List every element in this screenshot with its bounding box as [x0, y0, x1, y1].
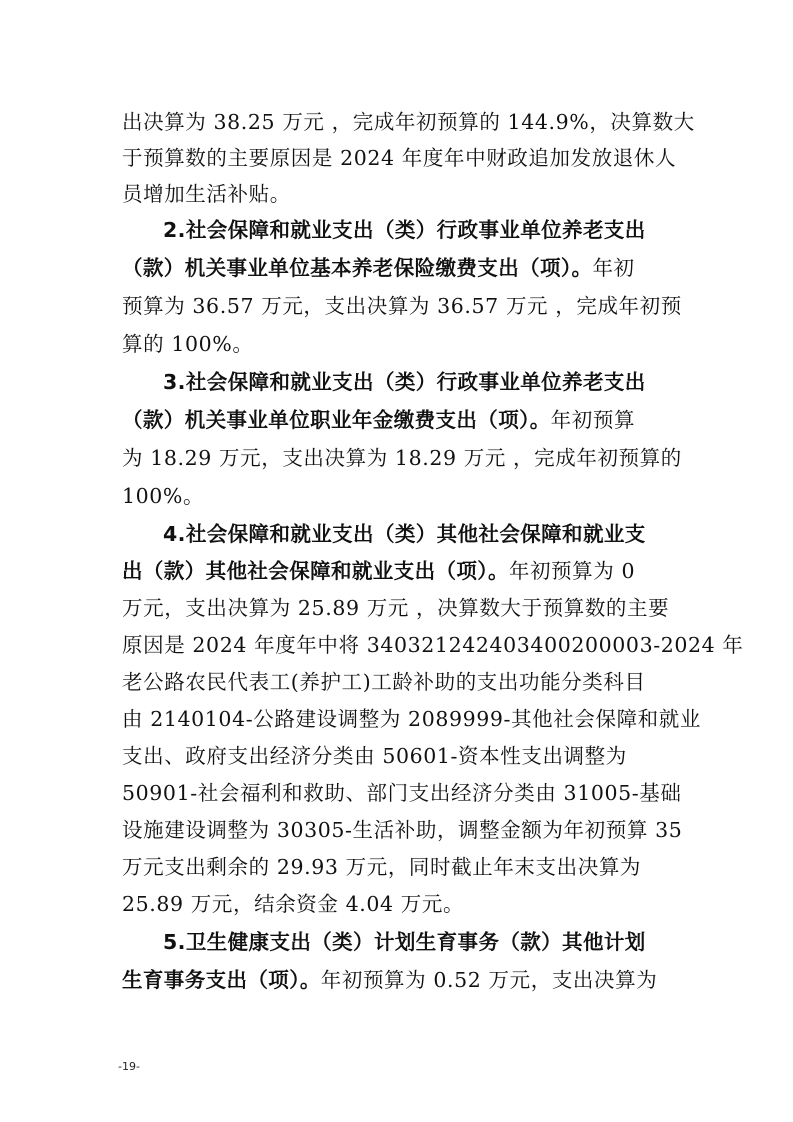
section-heading-line: 生育事务支出（项）。年初预算为 0.52 万元，支出决算为 [122, 968, 658, 992]
body-line: 老公路农民代表工(养护工)工龄补助的支出功能分类科目 [122, 670, 646, 694]
body-line: 原因是 2024 年度年中将 340321242403400200003-2024 年 [122, 633, 744, 657]
body-line: 出决算为 38.25 万元 ，完成年初预算的 144.9%，决算数大 [122, 110, 695, 134]
body-line: 50901-社会福利和救助、部门支出经济分类由 31005-基础 [122, 781, 682, 805]
body-line: 25.89 万元，结余资金 4.04 万元。 [122, 892, 465, 916]
body-line: 算的 100%。 [122, 332, 254, 356]
body-line: 100%。 [122, 484, 205, 508]
section-heading: （款）机关事业单位职业年金缴费支出（项）。 [122, 408, 551, 432]
body-line: 为 18.29 万元，支出决算为 18.29 万元 ，完成年初预算的 [122, 446, 682, 470]
page-number: -19- [118, 1060, 140, 1073]
section-heading-line [163, 368, 646, 396]
section-heading: 2.社会保障和就业支出（类）行政事业单位养老支出 [163, 218, 646, 242]
section-heading: 5.卫生健康支出（类）计划生育事务（款）其他计划 [163, 930, 646, 954]
section-heading: 生育事务支出（项）。 [122, 968, 321, 992]
section-heading-line [163, 520, 646, 548]
section-heading-line [163, 216, 646, 244]
body-line: 于预算数的主要原因是 2024 年度年中财政追加发放退休人 [122, 146, 677, 170]
section-heading-line: （款）机关事业单位基本养老保险缴费支出（项）。年初 [122, 256, 635, 280]
body-line: 员增加生活补贴。 [122, 182, 291, 206]
section-heading-line [163, 928, 646, 956]
body-line: 由 2140104-公路建设调整为 2089999-其他社会保障和就业 [122, 707, 701, 731]
section-heading: （款）机关事业单位基本养老保险缴费支出（项）。 [122, 256, 593, 280]
section-heading-line: （款）机关事业单位职业年金缴费支出（项）。年初预算 [122, 408, 636, 432]
body-line: 万元，支出决算为 25.89 万元 ，决算数大于预算数的主要 [122, 596, 670, 620]
section-heading-line: 出（款）其他社会保障和就业支出（项）。年初预算为 0 [122, 559, 636, 583]
body-line: 支出、政府支出经济分类由 50601-资本性支出调整为 [122, 744, 627, 768]
section-heading: 4.社会保障和就业支出（类）其他社会保障和就业支 [163, 522, 646, 546]
body-line: 设施建设调整为 30305-生活补助，调整金额为年初预算 35 [122, 818, 683, 842]
section-heading: 3.社会保障和就业支出（类）行政事业单位养老支出 [163, 370, 646, 394]
body-line: 预算为 36.57 万元，支出决算为 36.57 万元 ，完成年初预 [122, 294, 682, 318]
section-heading: 出（款）其他社会保障和就业支出（项）。 [122, 559, 509, 583]
body-line: 万元支出剩余的 29.93 万元，同时截止年末支出决算为 [122, 855, 642, 879]
